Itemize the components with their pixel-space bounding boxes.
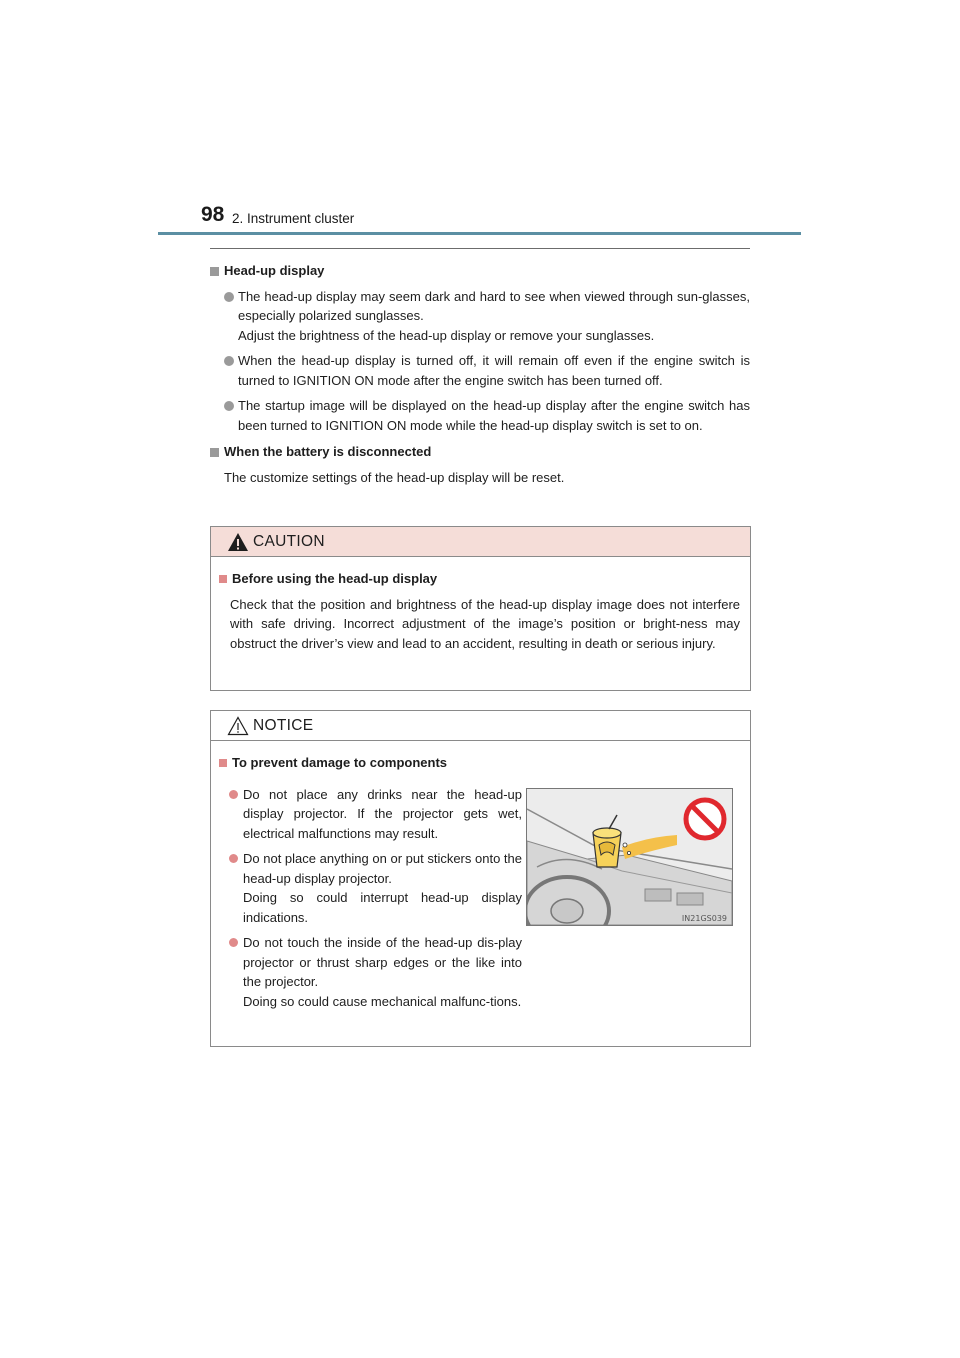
round-bullet-icon bbox=[229, 938, 238, 947]
hud-bullet-3: The startup image will be displayed on the head-up display after the engine switch has been turned to IGNITION ON mode while the head-up display switch is set to on. bbox=[210, 396, 750, 435]
warning-triangle-icon bbox=[227, 532, 249, 552]
caution-box bbox=[210, 526, 751, 691]
hud-heading: Head-up display bbox=[210, 261, 750, 281]
caution-label: CAUTION bbox=[253, 533, 325, 550]
battery-heading: When the battery is disconnected bbox=[210, 442, 750, 462]
round-bullet-icon bbox=[229, 854, 238, 863]
caution-header bbox=[211, 527, 750, 557]
dashboard-drawing bbox=[527, 789, 732, 925]
notice-bullet-1: Do not place any drinks near the head-up display projector. If the projector gets wet, electrical malfunctions may result. bbox=[219, 785, 522, 844]
round-bullet-icon bbox=[229, 790, 238, 799]
no-drinks-illustration bbox=[526, 788, 733, 926]
square-bullet-icon bbox=[210, 267, 219, 276]
round-bullet-icon bbox=[224, 356, 234, 366]
notice-triangle-icon bbox=[227, 716, 249, 736]
notice-bullet-3: Do not touch the inside of the head-up dis-play projector or thrust sharp edges or the like into the projector. Doing so could cause mechanical malfunc-tions. bbox=[219, 933, 522, 1011]
content-rule bbox=[210, 248, 750, 249]
hud-bullet-1: The head-up display may seem dark and hard to see when viewed through sun-glasses, especially polarized sunglasses. Adjust the brightness of the head-up display or remove your sunglasses. bbox=[210, 287, 750, 346]
page-number: 98 bbox=[201, 203, 225, 226]
caution-text: Check that the position and brightness of the head-up display image does not interfere with safe driving. Incorrect adjustment of the image’s position or bright-ness may obstruct the driver’s view and lead to an accident, resulting in death or serious injury. bbox=[230, 596, 740, 651]
notice-bullet-2: Do not place anything on or put stickers onto the head-up display projector. Doing so could interrupt head-up display indications. bbox=[219, 849, 522, 927]
caution-heading: Before using the head-up display bbox=[219, 569, 740, 589]
illustration-code: IN21GS039 bbox=[681, 914, 727, 923]
battery-text: The customize settings of the head-up display will be reset. bbox=[224, 469, 565, 485]
notice-heading: To prevent damage to components bbox=[219, 753, 740, 773]
round-bullet-icon bbox=[224, 292, 234, 302]
square-bullet-icon bbox=[210, 448, 219, 457]
header-rule bbox=[158, 232, 801, 235]
round-bullet-icon bbox=[224, 401, 234, 411]
notice-label: NOTICE bbox=[253, 717, 314, 734]
hud-bullet-2: When the head-up display is turned off, it will remain off even if the engine switch is turned to IGNITION ON mode after the engine switch has been turned off. bbox=[210, 351, 750, 390]
square-bullet-icon bbox=[219, 575, 227, 583]
section-title: 2. Instrument cluster bbox=[232, 211, 355, 226]
main-content bbox=[210, 258, 750, 487]
notice-header bbox=[211, 711, 750, 741]
square-bullet-icon bbox=[219, 759, 227, 767]
notice-box bbox=[210, 710, 751, 1047]
